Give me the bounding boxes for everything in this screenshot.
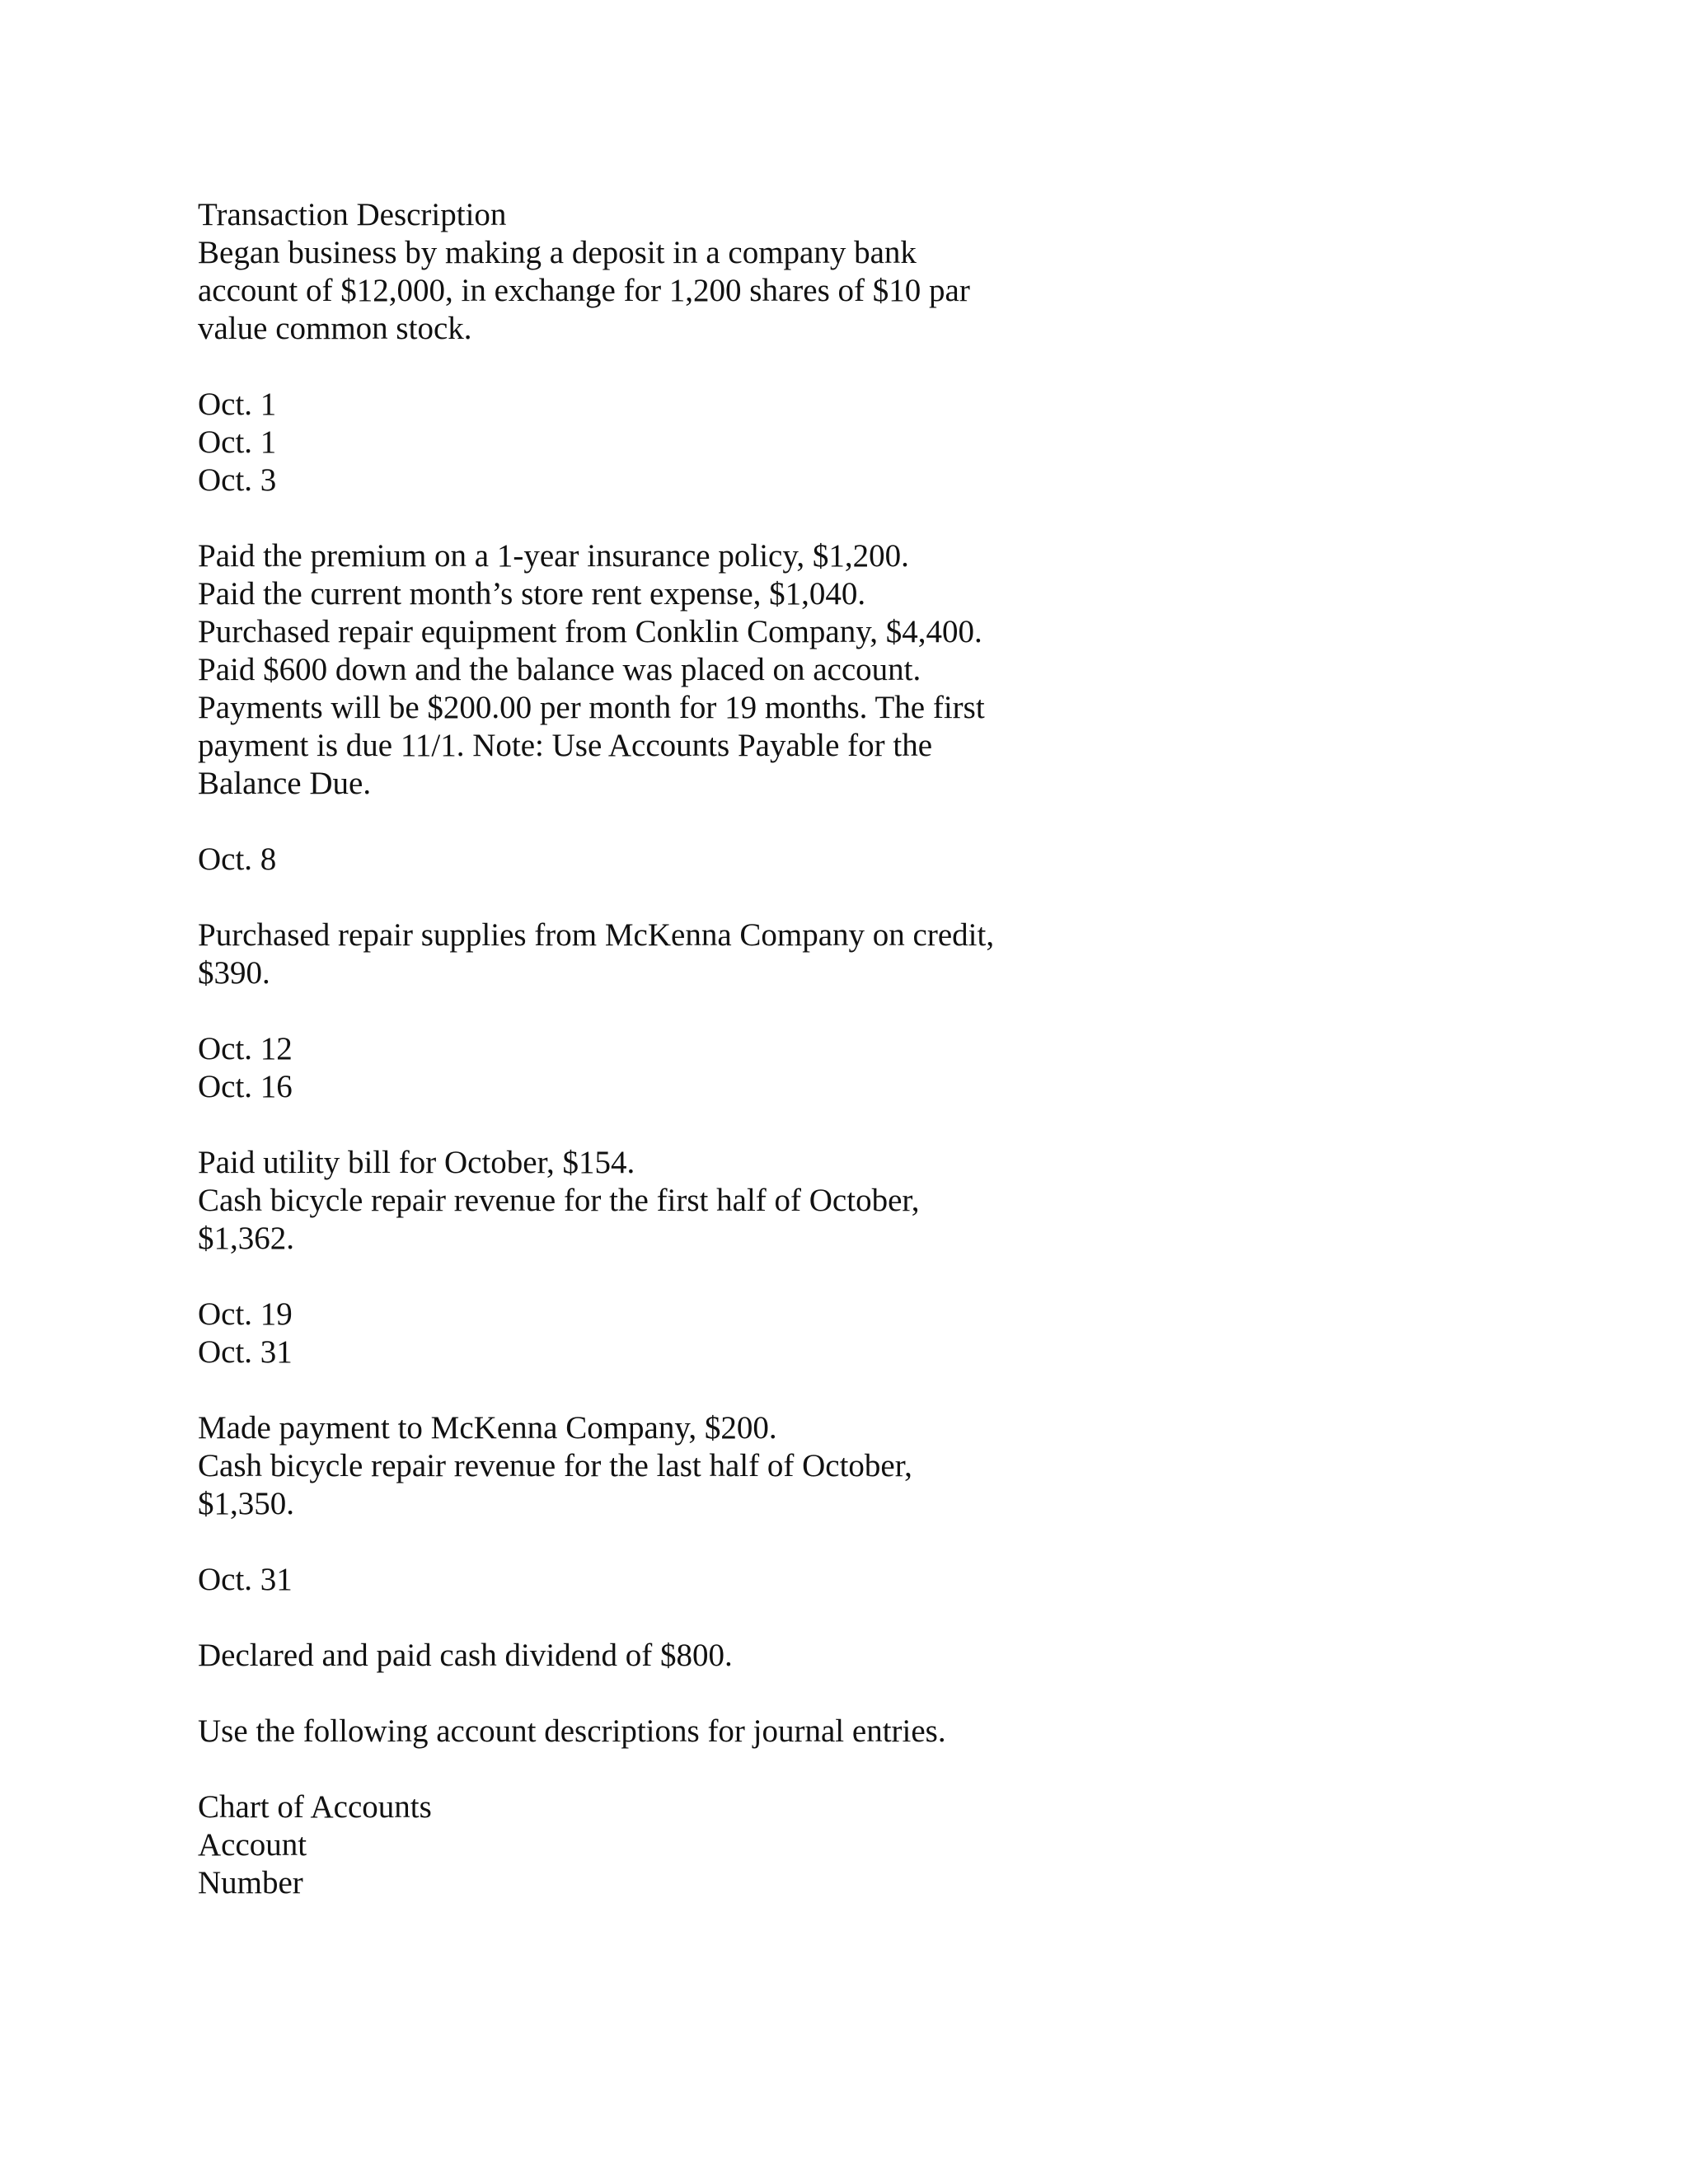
section-heading: Chart of Accounts bbox=[198, 1789, 432, 1825]
transaction-paragraph bbox=[198, 1409, 1484, 1523]
text-line: Use the following account descriptions for journal entries. bbox=[198, 1713, 946, 1749]
text-line: value common stock. bbox=[198, 311, 472, 346]
text-line: Cash bicycle repair revenue for the first half of October, bbox=[198, 1183, 920, 1218]
text-line: Paid $600 down and the balance was placed on account. bbox=[198, 652, 921, 687]
date-group bbox=[198, 1030, 1484, 1106]
date-group bbox=[198, 386, 1484, 499]
date-group bbox=[198, 1561, 1484, 1599]
section-heading: Transaction Description bbox=[198, 197, 507, 232]
column-label: Account bbox=[198, 1827, 307, 1863]
date-line: Oct. 1 bbox=[198, 387, 277, 422]
document-body bbox=[198, 196, 1484, 1940]
text-line: Payments will be $200.00 per month for 19 months. The first bbox=[198, 690, 985, 725]
transaction-paragraph bbox=[198, 1144, 1484, 1258]
text-line: $390. bbox=[198, 955, 270, 991]
text-line: Paid the premium on a 1-year insurance policy, $1,200. bbox=[198, 538, 909, 574]
text-line: $1,362. bbox=[198, 1221, 294, 1256]
text-line: Declared and paid cash dividend of $800. bbox=[198, 1638, 733, 1673]
transaction-paragraph bbox=[198, 1637, 1484, 1675]
date-group bbox=[198, 841, 1484, 879]
date-line: Oct. 1 bbox=[198, 424, 277, 460]
date-line: Oct. 12 bbox=[198, 1031, 293, 1066]
text-line: Purchased repair supplies from McKenna Company on credit, bbox=[198, 917, 995, 953]
transaction-paragraph bbox=[198, 537, 1484, 803]
text-line: $1,350. bbox=[198, 1486, 294, 1521]
intro-paragraph bbox=[198, 196, 1484, 348]
text-line: payment is due 11/1. Note: Use Accounts Payable for the bbox=[198, 728, 933, 763]
date-line: Oct. 19 bbox=[198, 1296, 293, 1332]
text-line: Made payment to McKenna Company, $200. bbox=[198, 1410, 777, 1446]
text-line: Paid the current month’s store rent expense, $1,040. bbox=[198, 576, 866, 612]
date-line: Oct. 8 bbox=[198, 841, 277, 877]
transaction-paragraph bbox=[198, 916, 1484, 992]
text-line: Purchased repair equipment from Conklin Company, $4,400. bbox=[198, 614, 982, 649]
instruction-paragraph bbox=[198, 1713, 1484, 1750]
text-line: Balance Due. bbox=[198, 766, 372, 801]
text-line: Began business by making a deposit in a company bank bbox=[198, 235, 917, 270]
date-line: Oct. 31 bbox=[198, 1334, 293, 1370]
text-line: Paid utility bill for October, $154. bbox=[198, 1145, 635, 1180]
date-group bbox=[198, 1296, 1484, 1371]
date-line: Oct. 31 bbox=[198, 1562, 293, 1597]
text-line: Cash bicycle repair revenue for the last half of October, bbox=[198, 1448, 912, 1483]
text-line: account of $12,000, in exchange for 1,200 shares of $10 par bbox=[198, 273, 970, 308]
date-line: Oct. 3 bbox=[198, 462, 277, 498]
column-label: Number bbox=[198, 1865, 303, 1900]
date-line: Oct. 16 bbox=[198, 1069, 293, 1104]
chart-of-accounts-heading bbox=[198, 1788, 1484, 1902]
